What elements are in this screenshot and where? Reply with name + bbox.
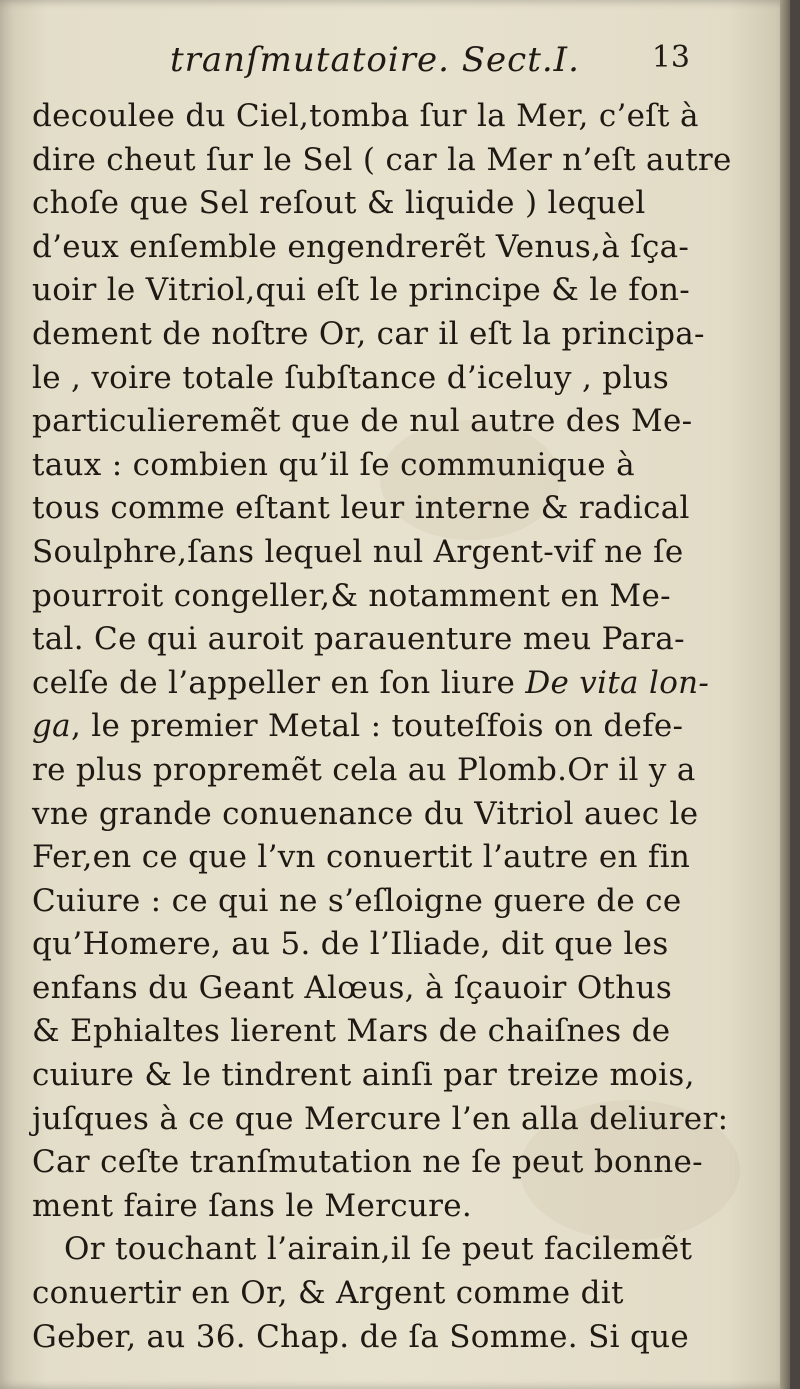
text-line [32, 662, 712, 706]
text-line: ment faire ſans le Mercure. [32, 1187, 473, 1224]
text-line: juſques à ce que Mercure l’en alla deliurer: [32, 1100, 729, 1137]
text-line: choſe que Sel reſout & liquide ) lequel [32, 185, 646, 222]
text-line: tal. Ce qui auroit parauenture meu Para- [32, 621, 685, 658]
text-line: tous comme eſtant leur interne & radical [32, 490, 690, 527]
text-line: enfans du Geant Alœus, à ſçauoir Othus [32, 969, 673, 1006]
text-line: dire cheut ſur le Sel ( car la Mer n’eſt autre [32, 141, 732, 178]
text-line: re plus propremẽt cela au Plomb.Or il y a [32, 751, 696, 788]
running-title: tranſmutatoire. Sect.I. [170, 40, 580, 80]
text-line: uoir le Vitriol,qui eſt le principe & le fon- [32, 272, 691, 309]
text-line: cuiure & le tindrent ainſi par treize mois, [32, 1057, 695, 1094]
book-title-italic: ga [32, 708, 71, 745]
text-segment: celſe de l’appeller en ſon liure [32, 664, 526, 701]
text-line: d’eux enſemble engendrerẽt Venus,à ſça- [32, 228, 690, 265]
text-line: Car ceſte tranſmutation ne ſe peut bonne- [32, 1144, 703, 1181]
text-line: Cuiure : ce qui ne s’eſloigne guere de ce [32, 882, 682, 919]
text-line [32, 705, 712, 749]
text-line: pourroit congeller,& notamment en Me- [32, 577, 671, 614]
text-line: Geber, au 36. Chap. de ſa Somme. Si que [32, 1318, 690, 1355]
text-line: dement de noſtre Or, car il eſt la principa- [32, 315, 705, 352]
text-line: le , voire totale ſubſtance d’iceluy , plus [32, 359, 670, 396]
text-line: particulieremẽt que de nul autre des Me- [32, 403, 693, 440]
text-line: qu’Homere, au 5. de l’Iliade, dit que les [32, 926, 669, 963]
page-edge-shadow [780, 0, 790, 1389]
text-line: conuertir en Or, & Argent comme dit [32, 1275, 624, 1312]
book-title-italic: De vita lon- [525, 664, 710, 701]
paragraph-start-line: Or touchant l’airain,il ſe peut facilemẽt [64, 1231, 693, 1268]
text-line: & Ephialtes lierent Mars de chaiſnes de [32, 1013, 671, 1050]
text-line: decoulee du Ciel,tomba ſur la Mer, c’eſt à [32, 98, 699, 134]
body-text [32, 95, 732, 1359]
text-line: Fer,en ce que l’vn conuertit l’autre en fin [32, 839, 691, 876]
page-number: 13 [651, 40, 690, 75]
text-line: Soulphre,ſans lequel nul Argent-vif ne ſe [32, 533, 684, 570]
text-line: vne grande conuenance du Vitriol auec le [32, 795, 699, 832]
text-line: taux : combien qu’il ſe communique à [32, 446, 635, 483]
text-segment: , le premier Metal : touteſfois on defe- [70, 708, 684, 745]
page-header [170, 40, 690, 96]
